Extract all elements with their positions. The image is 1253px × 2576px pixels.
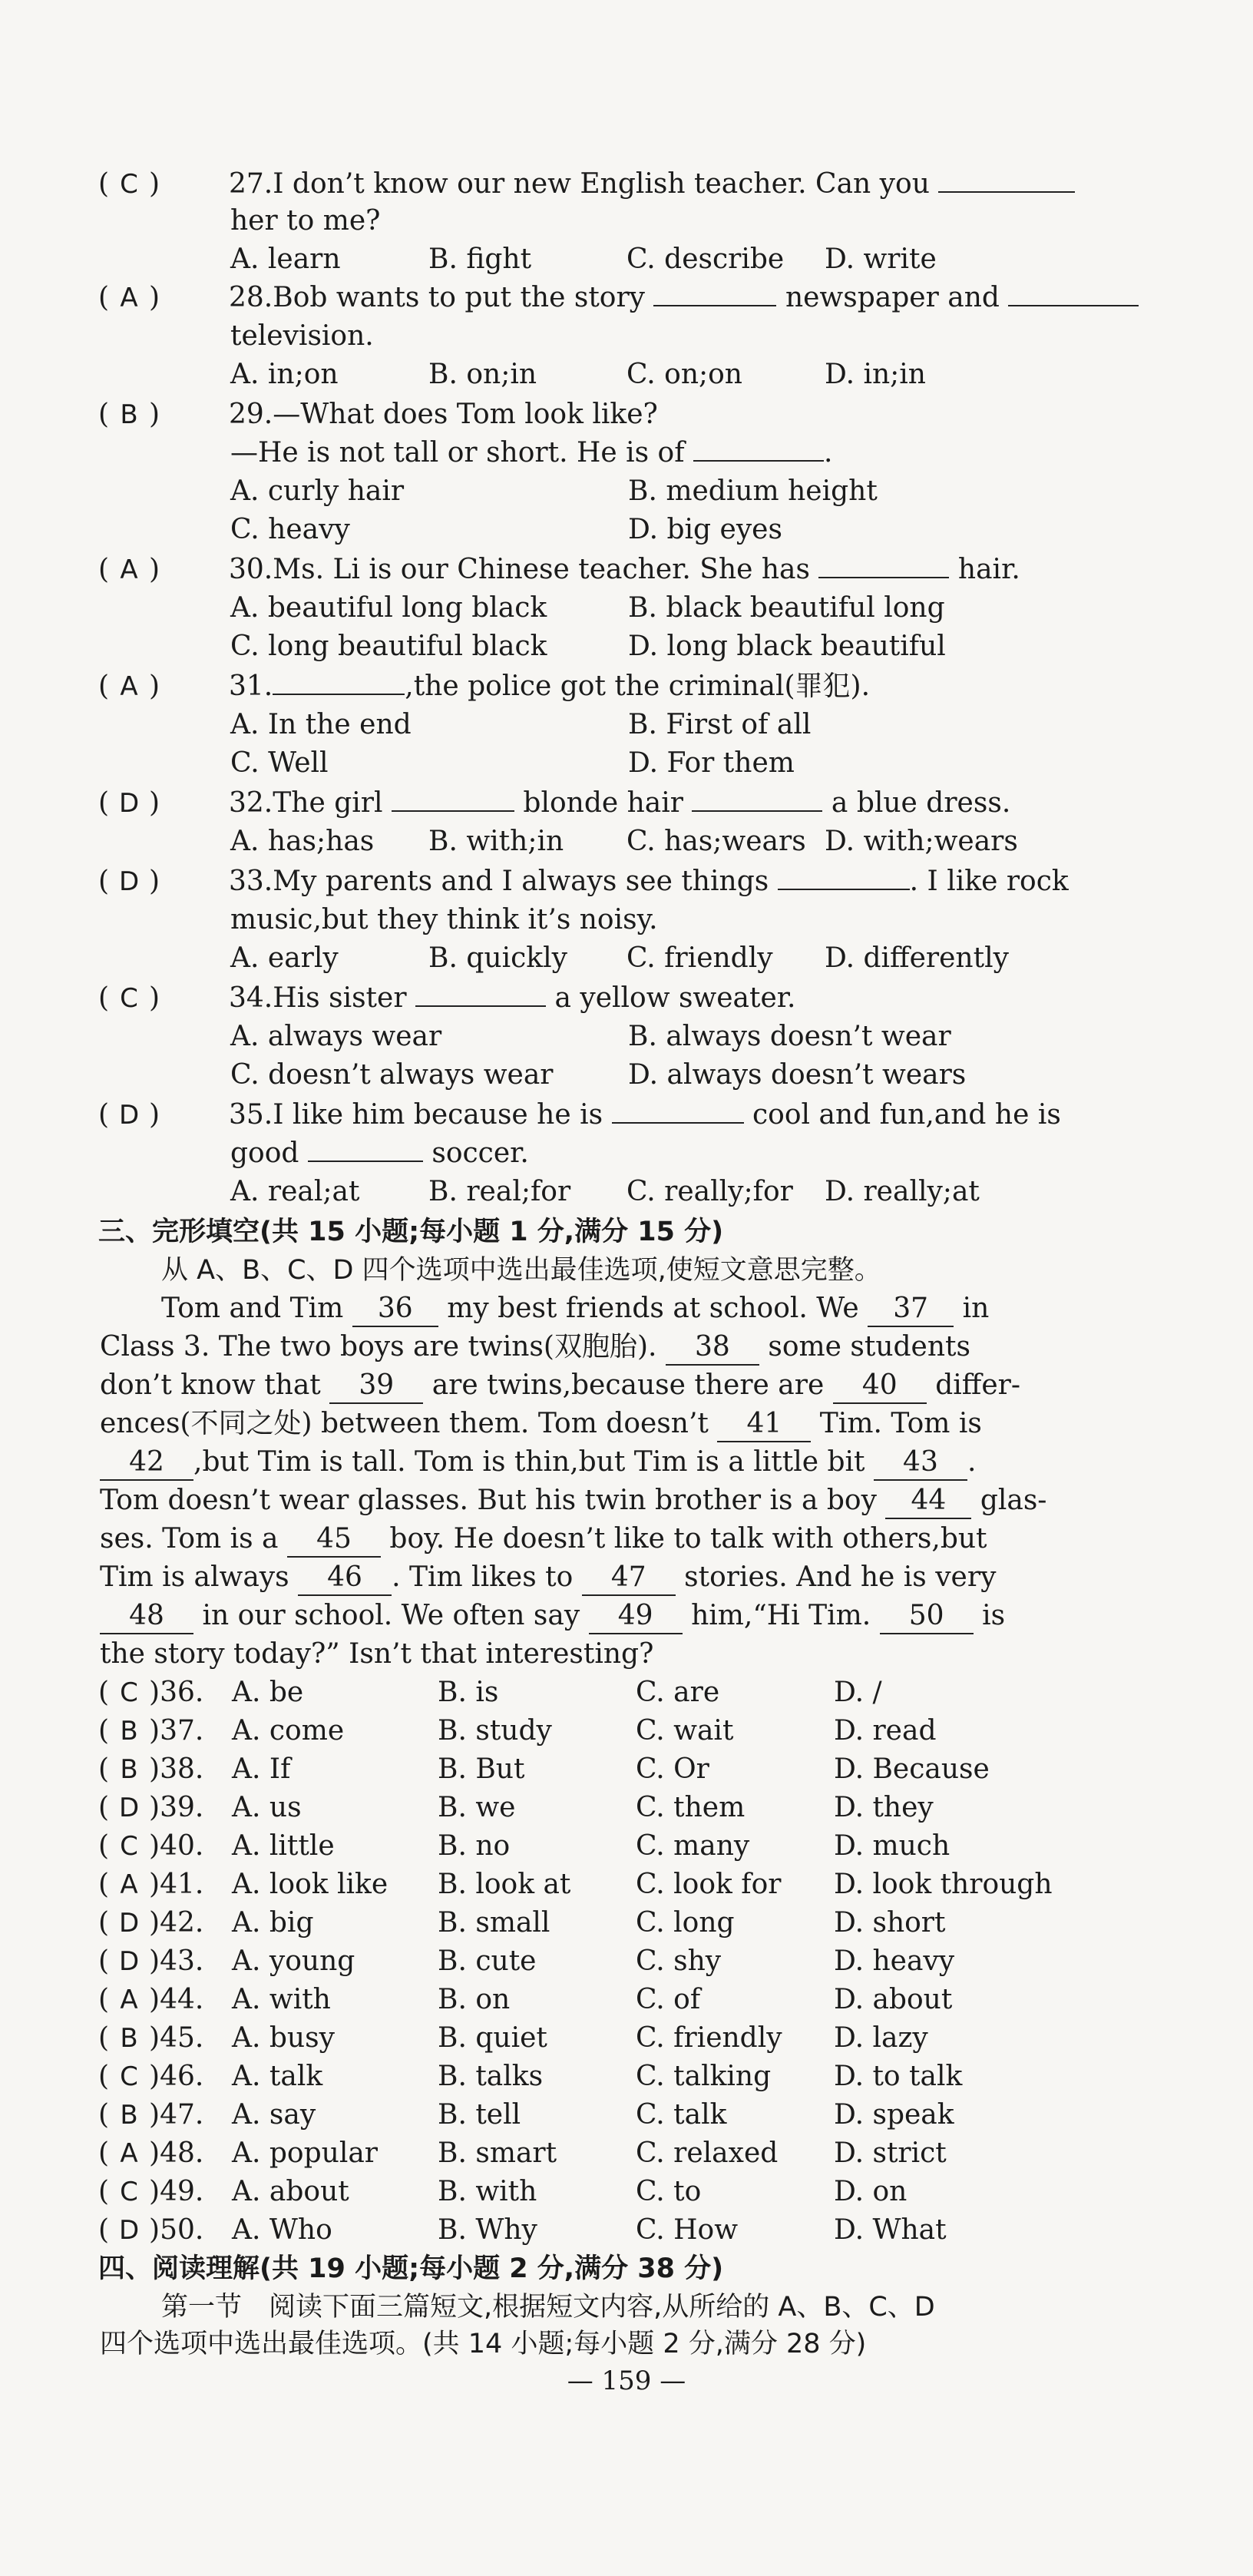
section-4-title: 四、阅读理解(共 19 小题;每小题 2 分,满分 38 分) (98, 2253, 724, 2284)
answer-key: C (120, 2177, 138, 2207)
question-35-options: A. real;at B. real;for C. really;for D. really;at (230, 1176, 980, 1207)
section-3-title: 三、完形填空(共 15 小题;每小题 1 分,满分 15 分) (98, 1217, 724, 1247)
cloze-answer-row (98, 2098, 954, 2132)
cloze-answer-row (98, 1945, 954, 1978)
option-b: B. small (438, 1907, 550, 1939)
blank-number: 50 (880, 1599, 974, 1634)
question-35: ( D ) 35.I like him because he is cool and fun,and he is (98, 1099, 1061, 1131)
page-number: — 159 — (567, 2366, 686, 2396)
option-a: A. talk (232, 2061, 323, 2092)
answer-key: A (120, 2138, 138, 2169)
question-29-line2: —He is not tall or short. He is of . (230, 437, 833, 469)
blank-number: 46 (298, 1561, 392, 1596)
answer-slot: ( C )40. (98, 1830, 204, 1862)
passage-line-4: ences(不同之处) between them. Tom doesn’t 41 Tim. Tom is (100, 1407, 982, 1442)
question-27-line2: her to me? (230, 205, 381, 237)
answer-slot: ( A )41. (98, 1869, 204, 1900)
passage-line-2: Class 3. The two boys are twins(双胞胎). 38 some students (100, 1330, 970, 1366)
answer-slot: ( D )43. (98, 1945, 204, 1977)
answer-key: C (120, 1831, 138, 1862)
answer-slot: ( A ) (98, 670, 160, 702)
option-a: A. If (232, 1753, 291, 1785)
question-31-options-row1: A. In the end B. First of all (230, 709, 812, 740)
answer-slot: ( D )39. (98, 1792, 204, 1823)
answer-slot: ( A )44. (98, 1984, 204, 2015)
blank-number: 44 (885, 1484, 971, 1519)
passage-line-3: don’t know that 39 are twins,because there are 40 differ- (100, 1369, 1020, 1404)
option-b: B. Why (438, 2214, 537, 2246)
option-c: C. are (636, 1677, 720, 1708)
option-a: A. young (232, 1945, 355, 1977)
option-d: D. lazy (834, 2022, 928, 2054)
option-d: D. read (834, 1715, 937, 1747)
option-d: D. about (834, 1984, 953, 2015)
question-28: ( A ) 28.Bob wants to put the story newspaper and (98, 281, 1139, 315)
answer-slot: ( D ) (98, 787, 160, 819)
option-b: B. But (438, 1753, 525, 1785)
question-number: 44. (160, 1984, 204, 2015)
question-31: ( A ) 31. ,the police got the criminal(罪犯). (98, 670, 871, 702)
option-a: A. busy (232, 2022, 335, 2054)
question-29-options-row2: C. heavy D. big eyes (230, 514, 782, 545)
answer-slot: ( C )36. (98, 1677, 204, 1708)
cloze-answer-row (98, 1983, 952, 2017)
option-c: C. friendly (636, 2022, 782, 2054)
blank (778, 866, 910, 890)
option-d: D. much (834, 1830, 950, 1862)
option-a: A. big (232, 1907, 314, 1939)
question-number: 41. (160, 1869, 204, 1900)
option-c: C. long (636, 1907, 735, 1939)
question-number: 36. (160, 1677, 204, 1708)
option-c: C. Or (636, 1753, 709, 1785)
blank-number: 36 (352, 1292, 438, 1327)
option-b: B. is (438, 1677, 499, 1708)
blank (308, 1137, 423, 1162)
blank-number: 41 (717, 1407, 811, 1442)
option-b: B. no (438, 1830, 511, 1862)
blank-number: 47 (582, 1561, 676, 1596)
cloze-answer-row (98, 2137, 947, 2170)
answer-slot: ( C ) (98, 168, 160, 200)
option-c: C. look for (636, 1869, 782, 1900)
blank-number: 48 (100, 1599, 193, 1634)
option-d: D. they (834, 1792, 934, 1823)
answer-slot: ( D )50. (98, 2214, 204, 2246)
cloze-answer-row (98, 2175, 907, 2209)
section-3-instruction: 从 A、B、C、D 四个选项中选出最佳选项,使短文意思完整。 (161, 1255, 881, 1286)
option-d: D. look through (834, 1869, 1053, 1900)
blank (693, 437, 824, 462)
cloze-answer-row (98, 1791, 934, 1825)
option-d: D. to talk (834, 2061, 963, 2092)
passage-line-10: the story today?” Isn’t that interesting? (100, 1638, 654, 1670)
option-a: A. with (232, 1984, 331, 2015)
option-a: A. little (232, 1830, 335, 1862)
blank (653, 282, 776, 306)
answer-slot: ( D ) (98, 1099, 160, 1131)
question-number: 46. (160, 2061, 204, 2092)
option-c: C. shy (636, 1945, 722, 1977)
answer-key: C (120, 1677, 138, 1708)
option-d: D. short (834, 1907, 946, 1939)
option-d: D. strict (834, 2137, 947, 2169)
question-number: 39. (160, 1792, 204, 1823)
option-a: A. say (232, 2099, 316, 2131)
option-c: C. wait (636, 1715, 734, 1747)
question-34: ( C ) 34.His sister a yellow sweater. (98, 982, 796, 1014)
option-d: D. on (834, 2176, 908, 2207)
passage-line-1: Tom and Tim 36 my best friends at school. We 37 in (161, 1292, 989, 1327)
question-32-options: A. has;has B. with;in C. has;wears D. with;wears (230, 826, 1018, 857)
question-30-options-row1: A. beautiful long black B. black beautiful long (230, 592, 945, 624)
option-a: A. be (232, 1677, 304, 1708)
question-34-options-row1: A. always wear B. always doesn’t wear (230, 1021, 951, 1052)
passage-line-5: 42 ,but Tim is tall. Tom is thin,but Tim is a little bit 43 . (100, 1445, 976, 1481)
answer-key: D (118, 1946, 140, 1977)
option-c: C. talking (636, 2061, 772, 2092)
question-33: ( D ) 33.My parents and I always see things . I like rock (98, 866, 1069, 897)
cloze-answer-row (98, 2213, 947, 2247)
cloze-answer-row (98, 1753, 990, 1786)
answer-key: D (118, 1793, 140, 1823)
blank-number: 40 (833, 1369, 927, 1404)
question-28-line2: television. (230, 320, 374, 352)
option-c: C. relaxed (636, 2137, 779, 2169)
answer-slot: ( C ) (98, 982, 160, 1014)
option-c: C. many (636, 1830, 750, 1862)
answer-key: C (120, 2061, 138, 2092)
option-d: D. heavy (834, 1945, 955, 1977)
question-33-options: A. early B. quickly C. friendly D. differently (230, 942, 1009, 974)
answer-key: A (120, 1869, 138, 1900)
question-number: 50. (160, 2214, 204, 2246)
option-a: A. us (232, 1792, 302, 1823)
option-b: B. with (438, 2176, 537, 2207)
blank-number: 37 (868, 1292, 954, 1327)
answer-key: B (120, 1716, 138, 1747)
option-c: C. talk (636, 2099, 727, 2131)
option-b: B. smart (438, 2137, 557, 2169)
cloze-answer-row (98, 2021, 928, 2055)
answer-key: B (120, 1754, 138, 1785)
question-30-options-row2: C. long beautiful black D. long black beautiful (230, 631, 946, 662)
question-number: 43. (160, 1945, 204, 1977)
option-b: B. look at (438, 1869, 571, 1900)
answer-slot: ( B ) (98, 399, 160, 430)
passage-line-7: ses. Tom is a 45 boy. He doesn’t like to talk with others,but (100, 1522, 987, 1558)
answer-slot: ( B )37. (98, 1715, 204, 1747)
question-30: ( A ) 30.Ms. Li is our Chinese teacher. She has hair. (98, 554, 1020, 585)
option-b: B. study (438, 1715, 552, 1747)
blank-number: 39 (329, 1369, 423, 1404)
answer-key: B (120, 2023, 138, 2054)
option-b: B. tell (438, 2099, 521, 2131)
blank-number: 49 (589, 1599, 683, 1634)
question-28-options: A. in;on B. on;in C. on;on D. in;in (230, 359, 926, 390)
question-number: 40. (160, 1830, 204, 1862)
answer-slot: ( A ) (98, 282, 160, 313)
question-number: 42. (160, 1907, 204, 1939)
option-b: B. we (438, 1792, 516, 1823)
answer-slot: ( D )42. (98, 1907, 204, 1939)
cloze-answer-row (98, 1676, 882, 1710)
passage-line-9: 48 in our school. We often say 49 him,“Hi Tim. 50 is (100, 1599, 1005, 1634)
option-c: C. them (636, 1792, 746, 1823)
option-b: B. quiet (438, 2022, 547, 2054)
question-number: 38. (160, 1753, 204, 1785)
answer-key: B (120, 2100, 138, 2131)
answer-slot: ( A ) (98, 554, 160, 585)
passage-line-6: Tom doesn’t wear glasses. But his twin brother is a boy 44 glas- (100, 1484, 1046, 1519)
question-27: ( C ) 27.I don’t know our new English teacher. Can you (98, 167, 1075, 201)
cloze-answer-row (98, 1906, 945, 1940)
answer-slot: ( D ) (98, 866, 160, 897)
question-35-line2: good soccer. (230, 1137, 529, 1169)
blank (415, 982, 546, 1007)
question-29: ( B ) 29.—What does Tom look like? (98, 399, 658, 430)
question-number: 47. (160, 2099, 204, 2131)
option-a: A. come (232, 1715, 345, 1747)
option-a: A. Who (232, 2214, 332, 2246)
option-c: C. How (636, 2214, 739, 2246)
blank-number: 38 (666, 1330, 759, 1366)
section-4-instruction-2: 四个选项中选出最佳选项。(共 14 小题;每小题 2 分,满分 28 分) (100, 2329, 867, 2359)
option-a: A. about (232, 2176, 349, 2207)
answer-key: A (120, 1985, 138, 2015)
passage-line-8: Tim is always 46 . Tim likes to 47 stories. And he is very (100, 1561, 996, 1596)
option-a: A. look like (232, 1869, 388, 1900)
question-number: 48. (160, 2137, 204, 2169)
option-d: D. What (834, 2214, 947, 2246)
cloze-answer-row (98, 1714, 937, 1748)
option-c: C. of (636, 1984, 701, 2015)
option-a: A. popular (232, 2137, 379, 2169)
answer-slot: ( C )49. (98, 2176, 204, 2207)
cloze-answer-row (98, 1868, 1053, 1902)
question-33-line2: music,but they think it’s noisy. (230, 904, 658, 935)
blank (612, 1099, 744, 1124)
option-d: D. speak (834, 2099, 954, 2131)
question-number: 45. (160, 2022, 204, 2054)
section-4-instruction-1: 第一节 阅读下面三篇短文,根据短文内容,从所给的 A、B、C、D (161, 2292, 935, 2323)
question-number: 49. (160, 2176, 204, 2207)
question-34-options-row2: C. doesn’t always wear D. always doesn’t wears (230, 1059, 967, 1091)
question-number: 37. (160, 1715, 204, 1747)
answer-key: D (118, 1908, 140, 1939)
option-d: D. Because (834, 1753, 990, 1785)
blank (1008, 282, 1139, 306)
blank (273, 670, 405, 695)
question-31-options-row2: C. Well D. For them (230, 747, 795, 779)
answer-slot: ( B )45. (98, 2022, 204, 2054)
blank (392, 787, 514, 812)
blank (692, 787, 822, 812)
blank-number: 43 (874, 1445, 967, 1481)
blank (938, 168, 1075, 193)
answer-key: D (118, 2215, 140, 2246)
option-d: D. / (834, 1677, 882, 1708)
option-b: B. cute (438, 1945, 537, 1977)
option-c: C. to (636, 2176, 702, 2207)
cloze-answer-row (98, 2060, 962, 2094)
option-b: B. talks (438, 2061, 544, 2092)
question-32: ( D ) 32.The girl blonde hair a blue dress. (98, 787, 1011, 819)
question-29-options-row1: A. curly hair B. medium height (230, 475, 878, 507)
blank-number: 45 (287, 1522, 381, 1558)
option-b: B. on (438, 1984, 511, 2015)
question-27-options: A. learn B. fight C. describe D. write (230, 243, 937, 275)
blank-number: 42 (100, 1445, 193, 1481)
answer-slot: ( B )47. (98, 2099, 204, 2131)
answer-slot: ( C )46. (98, 2061, 204, 2092)
blank (818, 554, 949, 578)
cloze-answer-row (98, 1829, 950, 1863)
answer-slot: ( B )38. (98, 1753, 204, 1785)
answer-slot: ( A )48. (98, 2137, 204, 2169)
